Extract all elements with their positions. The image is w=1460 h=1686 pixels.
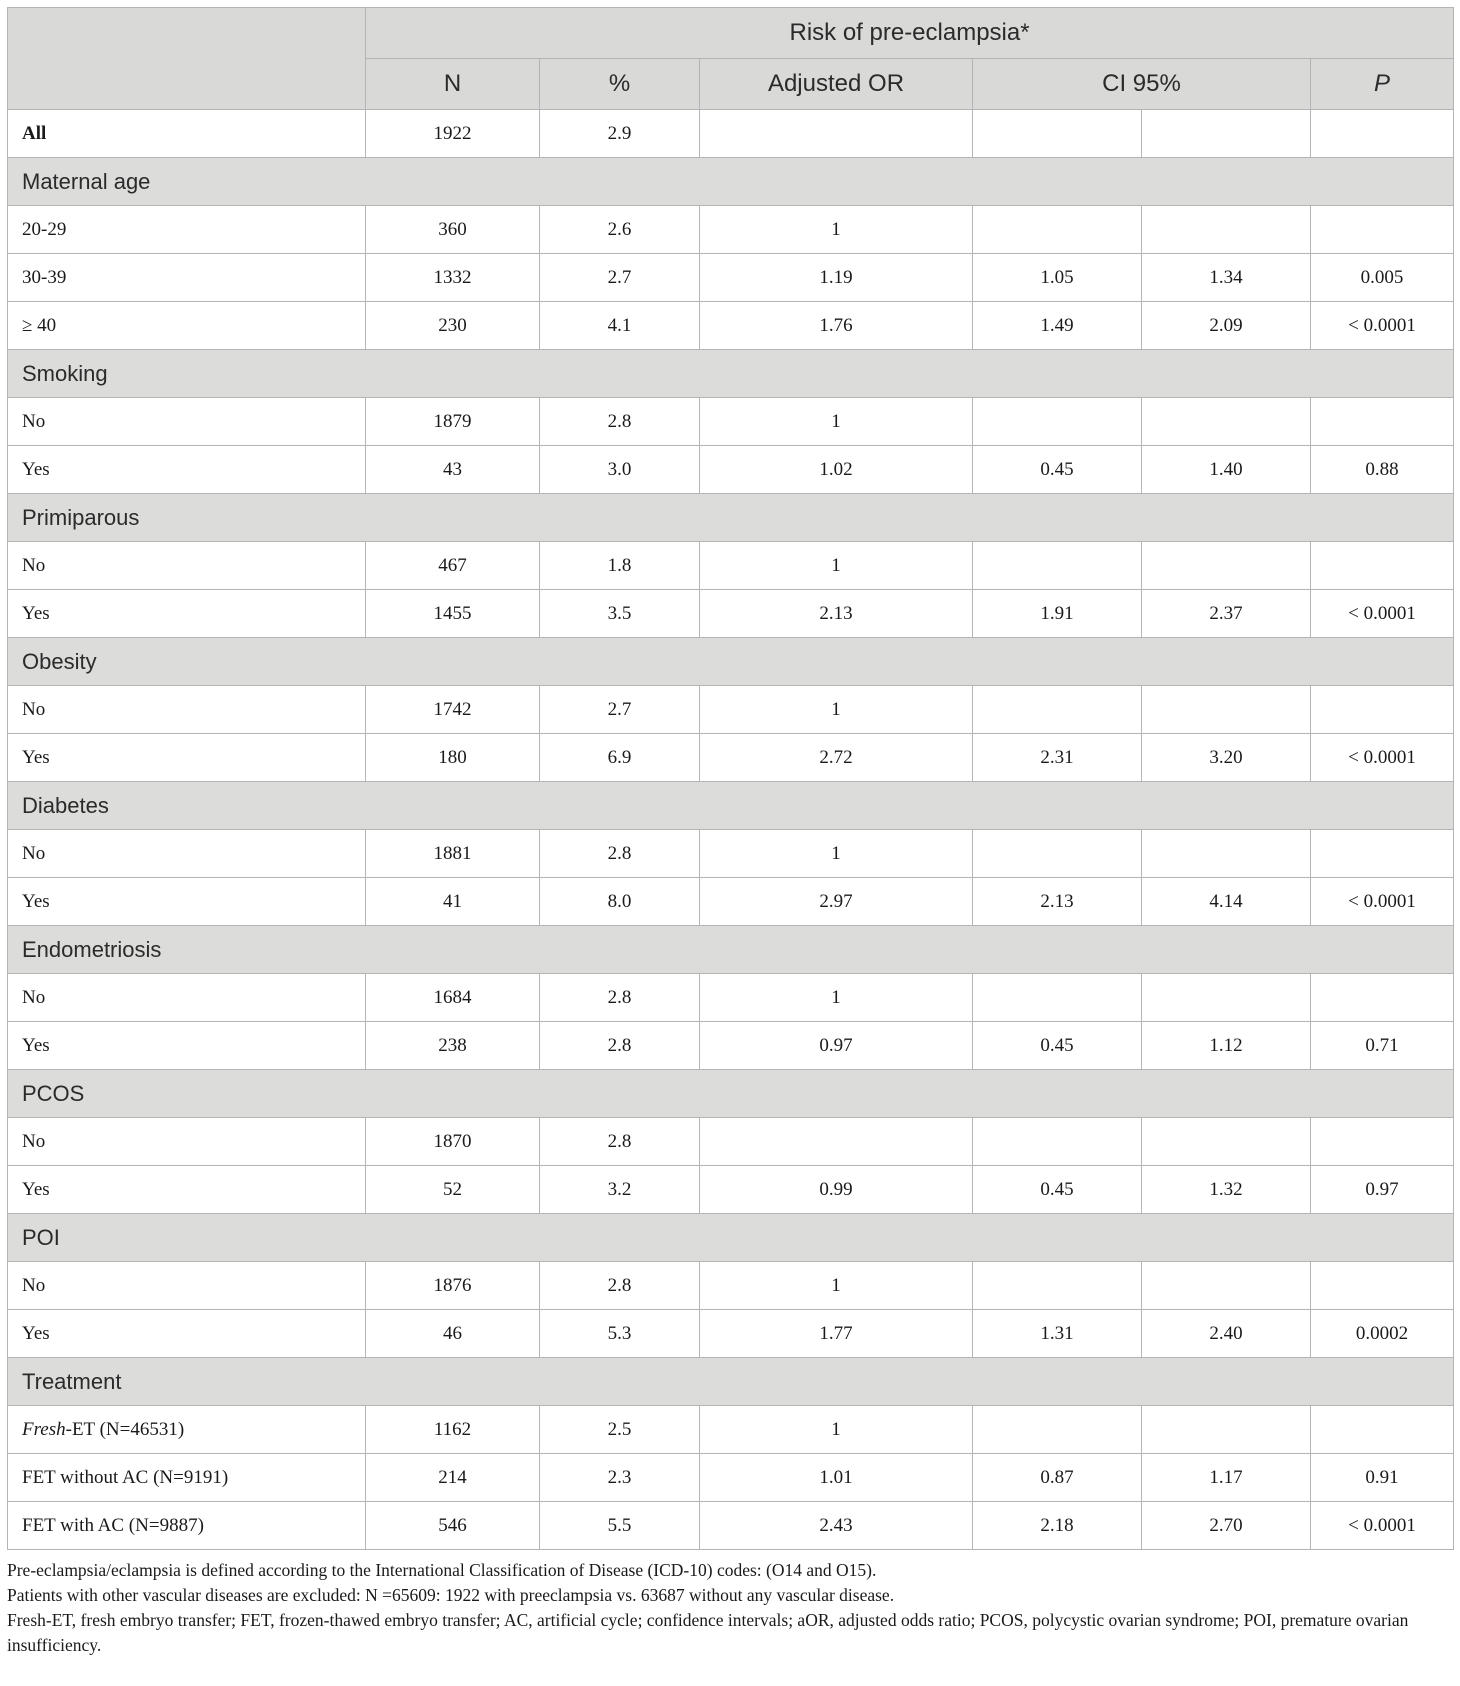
row-label: No [8,1118,366,1166]
cell-n: 1332 [366,254,540,302]
cell-n: 214 [366,1454,540,1502]
table-row [8,206,1454,254]
cell-n: 43 [366,446,540,494]
row-label: Yes [8,1166,366,1214]
cell-adjusted-or: 1 [700,974,973,1022]
table-body [8,110,1454,1550]
table-row [8,590,1454,638]
cell-ci-low [973,1262,1142,1310]
row-label: Yes [8,1310,366,1358]
cell-p: 0.0002 [1311,1310,1454,1358]
cell-adjusted-or: 1 [700,830,973,878]
section-header-row [8,926,1454,974]
cell-ci-low [973,830,1142,878]
section-header-row [8,158,1454,206]
row-label: No [8,398,366,446]
cell-percent: 5.3 [540,1310,700,1358]
cell-ci-high [1142,398,1311,446]
cell-ci-high: 1.40 [1142,446,1311,494]
cell-percent: 3.5 [540,590,700,638]
cell-n: 52 [366,1166,540,1214]
cell-percent: 3.0 [540,446,700,494]
cell-ci-high: 3.20 [1142,734,1311,782]
row-label [8,1406,366,1454]
cell-p [1311,206,1454,254]
cell-adjusted-or: 2.97 [700,878,973,926]
table-row-all [8,110,1454,158]
section-title: Smoking [8,350,1454,398]
row-label: No [8,542,366,590]
cell-ci-low [973,542,1142,590]
cell-percent: 2.8 [540,830,700,878]
cell-n: 1876 [366,1262,540,1310]
cell-ci-low [973,398,1142,446]
table-row [8,1310,1454,1358]
cell-percent: 2.7 [540,686,700,734]
cell-p: < 0.0001 [1311,734,1454,782]
cell-n: 546 [366,1502,540,1550]
table-row [8,1118,1454,1166]
row-label: Yes [8,878,366,926]
table-row [8,1262,1454,1310]
cell-p: 0.91 [1311,1454,1454,1502]
cell-ci-low [973,1406,1142,1454]
row-label: No [8,1262,366,1310]
cell-p: < 0.0001 [1311,590,1454,638]
cell-p: 0.71 [1311,1022,1454,1070]
cell-ci-low: 2.31 [973,734,1142,782]
table-row [8,1166,1454,1214]
cell-ci-low: 0.87 [973,1454,1142,1502]
table-footnotes [7,1558,1453,1658]
cell-ci-high: 4.14 [1142,878,1311,926]
row-label-rest: -ET (N=46531) [65,1418,185,1440]
cell-ci-high: 2.70 [1142,1502,1311,1550]
cell-ci-low: 2.13 [973,878,1142,926]
cell-p: 0.88 [1311,446,1454,494]
cell-ci-high: 2.37 [1142,590,1311,638]
cell-ci-high [1142,974,1311,1022]
section-header-row [8,782,1454,830]
row-label: ≥ 40 [8,302,366,350]
row-label: Yes [8,1022,366,1070]
cell-p: 0.005 [1311,254,1454,302]
cell-percent: 3.2 [540,1166,700,1214]
header-group-title: Risk of pre-eclampsia* [366,8,1454,59]
cell-percent: 4.1 [540,302,700,350]
cell-p [1311,1406,1454,1454]
cell-n: 1162 [366,1406,540,1454]
row-label: FET without AC (N=9191) [8,1454,366,1502]
cell-n: 360 [366,206,540,254]
cell-p [1311,1118,1454,1166]
table-row [8,254,1454,302]
cell-percent: 1.8 [540,542,700,590]
footnote: Fresh-ET, fresh embryo transfer; FET, frozen-thawed embryo transfer; AC, artificial cycle; confidence intervals; aOR, adjusted odds ratio; PCOS, polycystic ovarian syndrome; POI, premature ovarian insufficiency. [7,1610,1409,1655]
cell-n: 230 [366,302,540,350]
cell-ci-high [1142,110,1311,158]
cell-percent: 2.6 [540,206,700,254]
header-adjusted-or: Adjusted OR [700,59,973,110]
section-header-row [8,494,1454,542]
cell-ci-high: 2.40 [1142,1310,1311,1358]
cell-ci-low [973,206,1142,254]
section-title: Obesity [8,638,1454,686]
cell-adjusted-or: 1.77 [700,1310,973,1358]
cell-p [1311,1262,1454,1310]
cell-ci-high [1142,1262,1311,1310]
cell-n: 1742 [366,686,540,734]
cell-adjusted-or: 1.01 [700,1454,973,1502]
table-row [8,1502,1454,1550]
cell-ci-high [1142,1406,1311,1454]
cell-p [1311,542,1454,590]
section-title: Maternal age [8,158,1454,206]
cell-n: 46 [366,1310,540,1358]
header-ci: CI 95% [973,59,1311,110]
cell-adjusted-or: 0.99 [700,1166,973,1214]
table-header [8,8,1454,110]
table-row [8,878,1454,926]
header-blank-cell [8,8,366,110]
cell-ci-high [1142,1118,1311,1166]
cell-adjusted-or: 0.97 [700,1022,973,1070]
cell-n: 41 [366,878,540,926]
cell-percent: 2.5 [540,1406,700,1454]
table-row [8,734,1454,782]
cell-percent: 8.0 [540,878,700,926]
footnote: Patients with other vascular diseases are excluded: N =65609: 1922 with preeclampsia vs. 63687 without any vascular disease. [7,1585,895,1605]
cell-n: 1922 [366,110,540,158]
row-label: No [8,830,366,878]
cell-ci-high [1142,830,1311,878]
cell-p: < 0.0001 [1311,1502,1454,1550]
cell-ci-low [973,686,1142,734]
cell-n: 180 [366,734,540,782]
cell-p: < 0.0001 [1311,878,1454,926]
table-row [8,1022,1454,1070]
cell-adjusted-or: 1 [700,206,973,254]
cell-p: 0.97 [1311,1166,1454,1214]
cell-percent: 5.5 [540,1502,700,1550]
row-label: Yes [8,590,366,638]
section-title: Endometriosis [8,926,1454,974]
section-title: Treatment [8,1358,1454,1406]
row-label: Yes [8,446,366,494]
cell-n: 1684 [366,974,540,1022]
cell-ci-high [1142,686,1311,734]
table-row [8,446,1454,494]
cell-percent: 2.8 [540,974,700,1022]
table-container [7,7,1453,1658]
cell-adjusted-or [700,110,973,158]
table-row [8,398,1454,446]
row-label-italic: Fresh [22,1418,66,1440]
cell-n: 467 [366,542,540,590]
cell-p [1311,110,1454,158]
cell-percent: 2.3 [540,1454,700,1502]
row-label: 30-39 [8,254,366,302]
cell-adjusted-or: 1 [700,542,973,590]
cell-adjusted-or: 2.72 [700,734,973,782]
section-title: Diabetes [8,782,1454,830]
header-p: P [1311,59,1454,110]
section-header-row [8,350,1454,398]
row-label: 20-29 [8,206,366,254]
section-title: Primiparous [8,494,1454,542]
row-label: No [8,686,366,734]
cell-ci-high [1142,542,1311,590]
table-row [8,302,1454,350]
cell-ci-high: 1.17 [1142,1454,1311,1502]
cell-p [1311,974,1454,1022]
section-header-row [8,1358,1454,1406]
cell-adjusted-or: 1 [700,398,973,446]
cell-ci-low [973,1118,1142,1166]
cell-adjusted-or: 1.76 [700,302,973,350]
row-label: FET with AC (N=9887) [8,1502,366,1550]
table-row [8,542,1454,590]
section-header-row [8,1070,1454,1118]
cell-percent: 2.9 [540,110,700,158]
section-title: PCOS [8,1070,1454,1118]
cell-adjusted-or: 1 [700,1262,973,1310]
section-header-row [8,1214,1454,1262]
cell-n: 1881 [366,830,540,878]
table-row [8,830,1454,878]
cell-ci-low: 0.45 [973,1022,1142,1070]
cell-ci-low: 2.18 [973,1502,1142,1550]
cell-percent: 2.8 [540,1022,700,1070]
cell-ci-high: 1.34 [1142,254,1311,302]
cell-n: 238 [366,1022,540,1070]
cell-percent: 2.8 [540,1262,700,1310]
cell-p [1311,398,1454,446]
cell-ci-low: 1.49 [973,302,1142,350]
section-title: POI [8,1214,1454,1262]
cell-ci-low [973,110,1142,158]
cell-adjusted-or: 1 [700,1406,973,1454]
footnote: Pre-eclampsia/eclampsia is defined according to the International Classification of Disease (ICD-10) codes: (O14 and O15). [7,1560,877,1580]
table-row [8,974,1454,1022]
cell-p [1311,686,1454,734]
cell-adjusted-or: 1.02 [700,446,973,494]
cell-adjusted-or [700,1118,973,1166]
cell-ci-high: 1.32 [1142,1166,1311,1214]
cell-ci-low: 0.45 [973,446,1142,494]
cell-ci-low [973,974,1142,1022]
cell-n: 1870 [366,1118,540,1166]
cell-ci-high [1142,206,1311,254]
cell-ci-low: 1.31 [973,1310,1142,1358]
cell-adjusted-or: 1.19 [700,254,973,302]
cell-ci-low: 0.45 [973,1166,1142,1214]
cell-percent: 2.8 [540,398,700,446]
cell-ci-high: 1.12 [1142,1022,1311,1070]
risk-table [7,7,1454,1550]
cell-adjusted-or: 2.43 [700,1502,973,1550]
cell-percent: 2.7 [540,254,700,302]
header-percent: % [540,59,700,110]
cell-n: 1455 [366,590,540,638]
cell-p: < 0.0001 [1311,302,1454,350]
cell-percent: 2.8 [540,1118,700,1166]
row-label: No [8,974,366,1022]
cell-n: 1879 [366,398,540,446]
cell-adjusted-or: 2.13 [700,590,973,638]
cell-p [1311,830,1454,878]
table-row [8,1454,1454,1502]
cell-ci-low: 1.05 [973,254,1142,302]
section-header-row [8,638,1454,686]
cell-percent: 6.9 [540,734,700,782]
header-n: N [366,59,540,110]
cell-ci-low: 1.91 [973,590,1142,638]
table-row [8,1406,1454,1454]
row-label: Yes [8,734,366,782]
row-label: All [8,110,366,158]
cell-ci-high: 2.09 [1142,302,1311,350]
table-row [8,686,1454,734]
cell-adjusted-or: 1 [700,686,973,734]
